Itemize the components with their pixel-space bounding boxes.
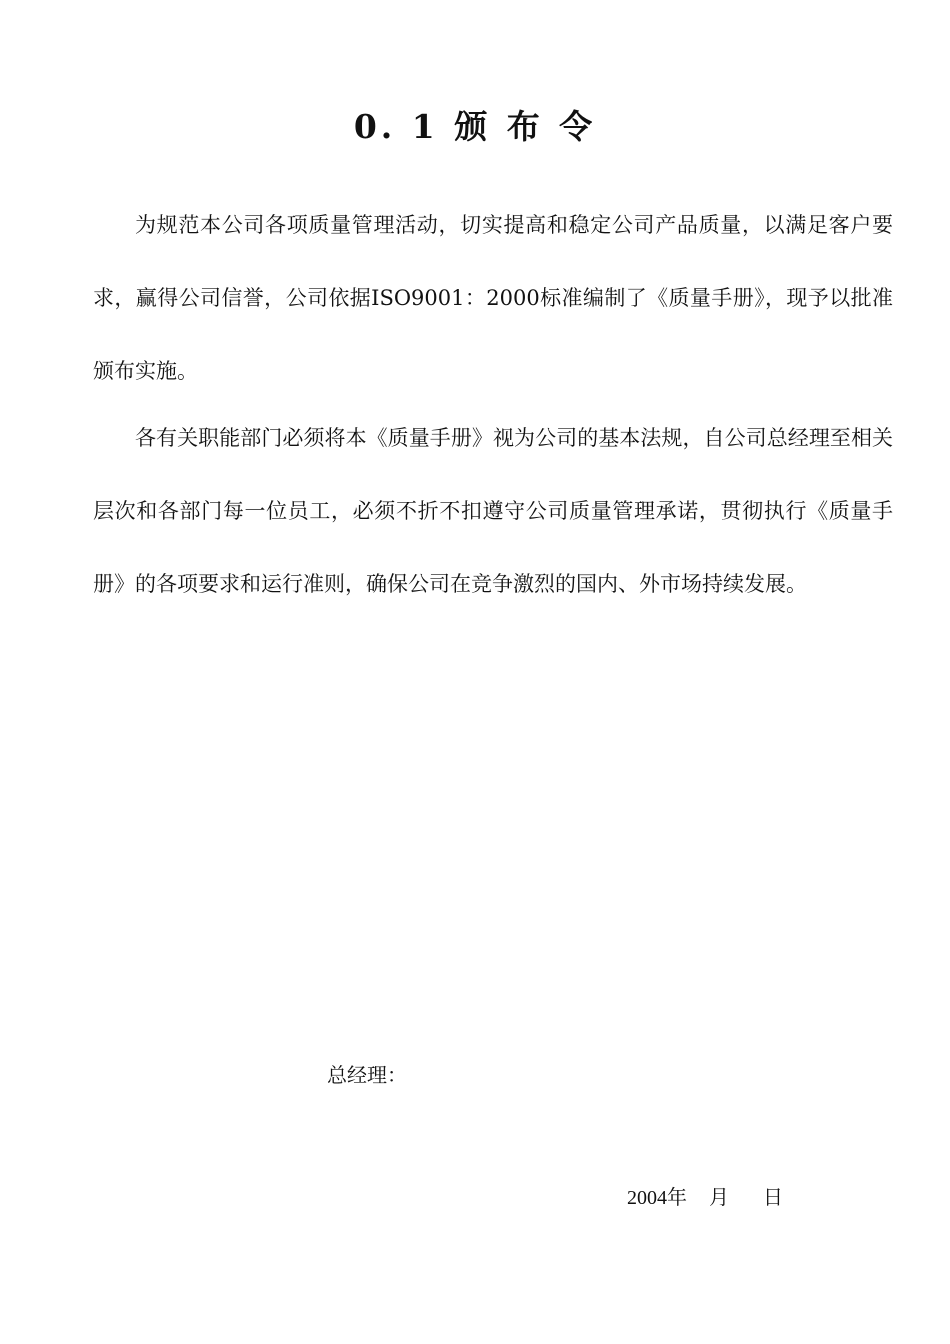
signature-label: 总经理： [327, 1063, 407, 1087]
paragraph-requirements: 各有关职能部门必须将本《质量手册》视为公司的基本法规，自公司总经理至相关层次和各部门每一位员工，必须不折不扣遵守公司质量管理承诺，贯彻执行《质量手册》的各项要求和运行准则，确保公司在竞争激烈的国内、外市场持续发展。 [93, 426, 893, 596]
page-title: 0. 1 颁 布 令 [353, 107, 597, 146]
date-month: 月 [709, 1187, 729, 1209]
date-year: 2004年 [627, 1187, 687, 1209]
date-line [627, 1183, 783, 1213]
date-day: 日 [763, 1187, 783, 1209]
paragraph-purpose: 为规范本公司各项质量管理活动，切实提高和稳定公司产品质量，以满足客户要求，赢得公司信誉，公司依据ISO9001：2000标准编制了《质量手册》，现予以批准颁布实施。 [93, 213, 893, 383]
